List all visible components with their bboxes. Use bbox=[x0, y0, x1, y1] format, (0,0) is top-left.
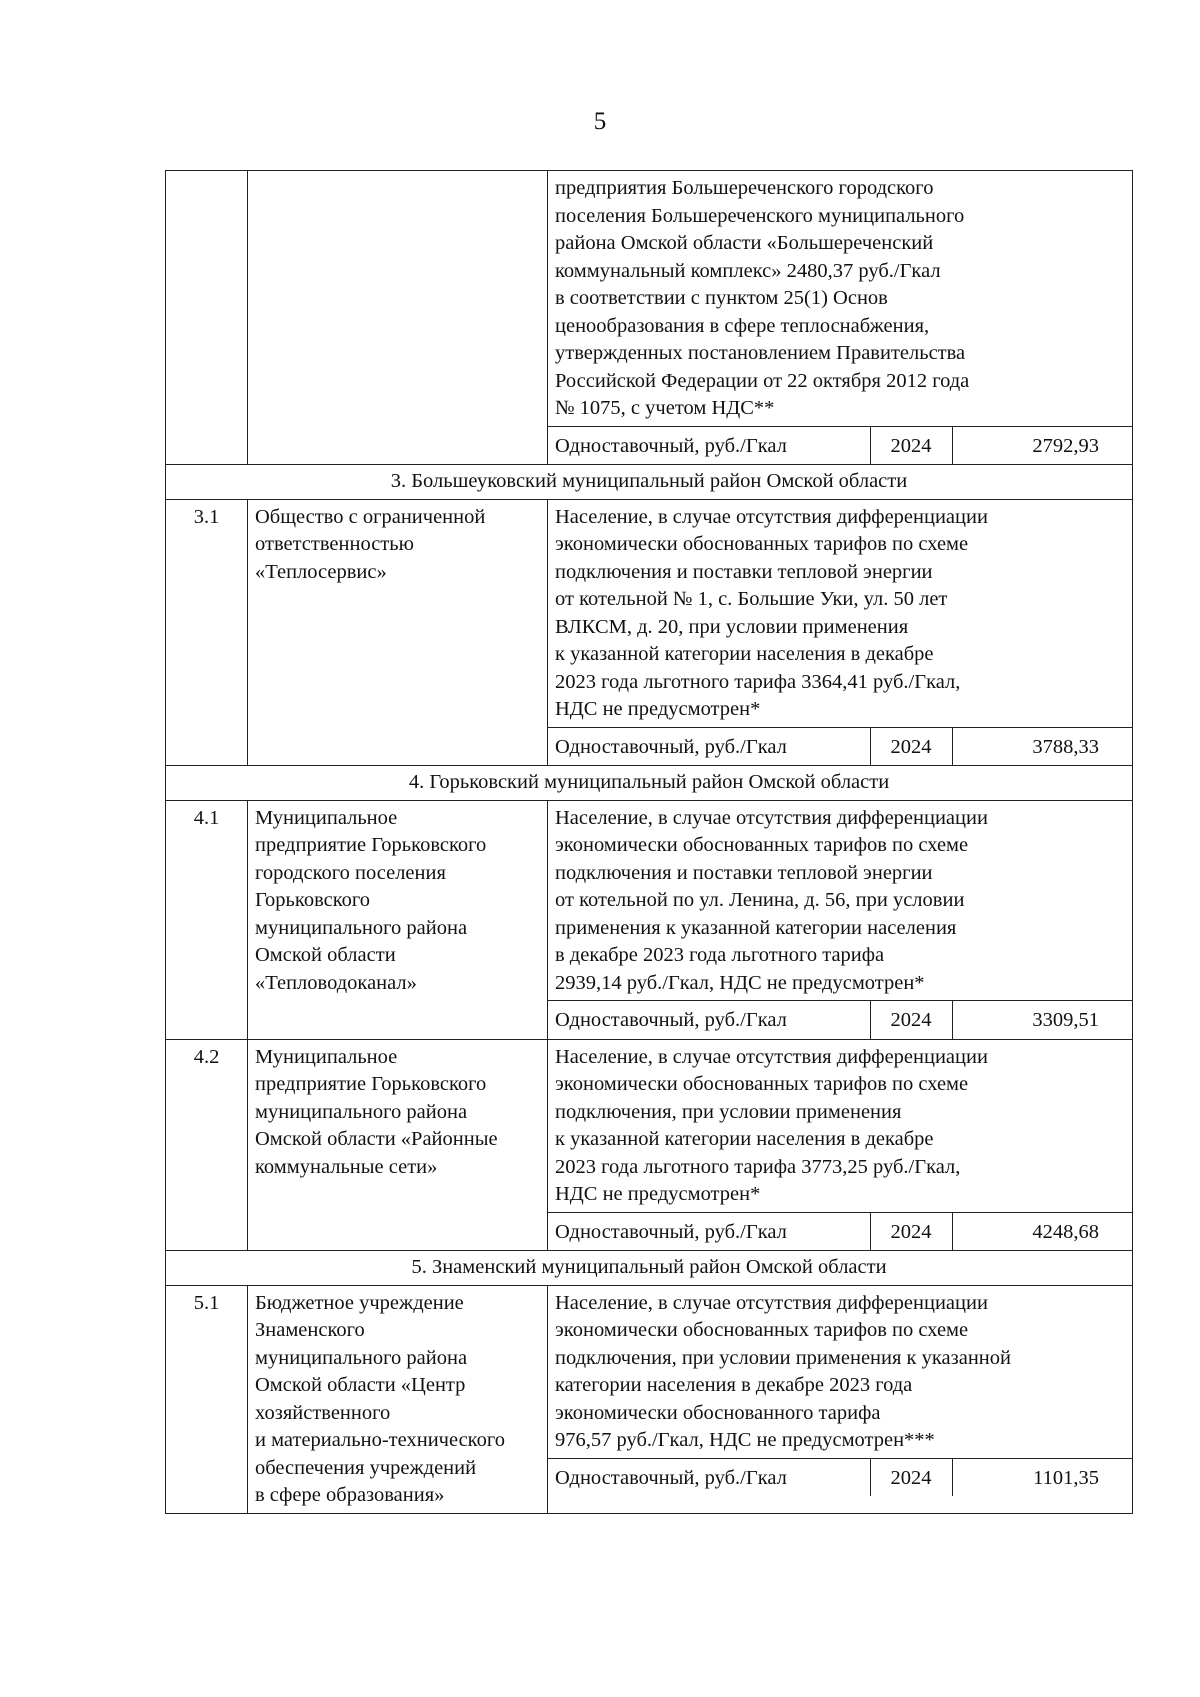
table-row bbox=[166, 1039, 1133, 1251]
tariff-value: 2792,93 bbox=[952, 426, 1133, 464]
row-number: 4.2 bbox=[166, 1039, 248, 1251]
row-number bbox=[166, 171, 248, 465]
section-title: 5. Знаменский муниципальный район Омской области bbox=[166, 1251, 1133, 1286]
tariff-table bbox=[165, 170, 1133, 1514]
organization-name: Бюджетное учреждение Знаменского муниципального района Омской области «Центр хозяйственного и материально-технического обеспечения учреждений в сфере образования» bbox=[248, 1285, 548, 1513]
tariff-value: 1101,35 bbox=[952, 1458, 1133, 1496]
tariff-value: 4248,68 bbox=[952, 1212, 1133, 1250]
row-number: 3.1 bbox=[166, 499, 248, 766]
row-number: 5.1 bbox=[166, 1285, 248, 1513]
section-row bbox=[166, 1251, 1133, 1286]
tariff-value: 3788,33 bbox=[952, 727, 1133, 765]
tariff-cell bbox=[548, 800, 1133, 1039]
consumer-description: Население, в случае отсутствия дифференциации экономически обоснованных тарифов по схеме подключения и поставки тепловой энергии от котельной по ул. Ленина, д. 56, при условии применения к указанной категории населения в декабре 2023 года льготного тарифа 2939,14 руб./Гкал, НДС не предусмотрен* bbox=[555, 806, 988, 994]
consumer-description: Население, в случае отсутствия дифференциации экономически обоснованных тарифов по схеме подключения и поставки тепловой энергии от котельной № 1, с. Большие Уки, ул. 50 лет ВЛКСМ, д. 20, при условии применения к указанной категории населения в декабре 2023 года льготного тарифа 3364,41 руб./Гкал, НДС не предусмотрен* bbox=[555, 505, 988, 720]
organization-name bbox=[248, 171, 548, 465]
organization-name: Муниципальное предприятие Горьковского муниципального района Омской области «Районные коммунальные сети» bbox=[248, 1039, 548, 1251]
section-row bbox=[166, 766, 1133, 801]
tariff-cell bbox=[548, 499, 1133, 766]
page-number: 5 bbox=[593, 108, 607, 135]
tariff-cell bbox=[548, 171, 1133, 465]
tariff-year: 2024 bbox=[870, 1001, 952, 1039]
consumer-description: предприятия Большереченского городского поселения Большереченского муниципального района Омской области «Большереченский коммунальный комплекс» 2480,37 руб./Гкал в соответствии с пунктом 25(1) Основ ценообразования в сфере теплоснабжения, утвержденных постановлением Правительства Российской Федерации от 22 октября 2012 года № 1075, с учетом НДС** bbox=[555, 177, 970, 419]
rate-type: Одноставочный, руб./Гкал bbox=[548, 727, 870, 765]
tariff-year: 2024 bbox=[870, 426, 952, 464]
tariff-value: 3309,51 bbox=[952, 1001, 1133, 1039]
consumer-description: Население, в случае отсутствия дифференциации экономически обоснованных тарифов по схеме подключения, при условии применения к указанной категории населения в декабре 2023 года экономически обоснованного тарифа 976,57 руб./Гкал, НДС не предусмотрен*** bbox=[555, 1291, 1011, 1451]
tariff-cell bbox=[548, 1039, 1133, 1251]
rate-type: Одноставочный, руб./Гкал bbox=[548, 426, 870, 464]
table-row bbox=[166, 800, 1133, 1039]
section-title: 4. Горьковский муниципальный район Омской области bbox=[166, 766, 1133, 801]
tariff-cell bbox=[548, 1285, 1133, 1513]
organization-name: Общество с ограниченной ответственностью «Теплосервис» bbox=[248, 499, 548, 766]
organization-name: Муниципальное предприятие Горьковского городского поселения Горьковского муниципального района Омской области «Тепловодоканал» bbox=[248, 800, 548, 1039]
table-row bbox=[166, 171, 1133, 465]
tariff-year: 2024 bbox=[870, 1212, 952, 1250]
section-title: 3. Большеуковский муниципальный район Омской области bbox=[166, 465, 1133, 500]
consumer-description: Население, в случае отсутствия дифференциации экономически обоснованных тарифов по схеме подключения, при условии применения к указанной категории населения в декабре 2023 года льготного тарифа 3773,25 руб./Гкал, НДС не предусмотрен* bbox=[555, 1045, 988, 1205]
rate-type: Одноставочный, руб./Гкал bbox=[548, 1212, 870, 1250]
row-number: 4.1 bbox=[166, 800, 248, 1039]
rate-type: Одноставочный, руб./Гкал bbox=[548, 1458, 870, 1496]
table-row bbox=[166, 1285, 1133, 1513]
tariff-year: 2024 bbox=[870, 1458, 952, 1496]
table-row bbox=[166, 499, 1133, 766]
tariff-year: 2024 bbox=[870, 727, 952, 765]
rate-type: Одноставочный, руб./Гкал bbox=[548, 1001, 870, 1039]
section-row bbox=[166, 465, 1133, 500]
